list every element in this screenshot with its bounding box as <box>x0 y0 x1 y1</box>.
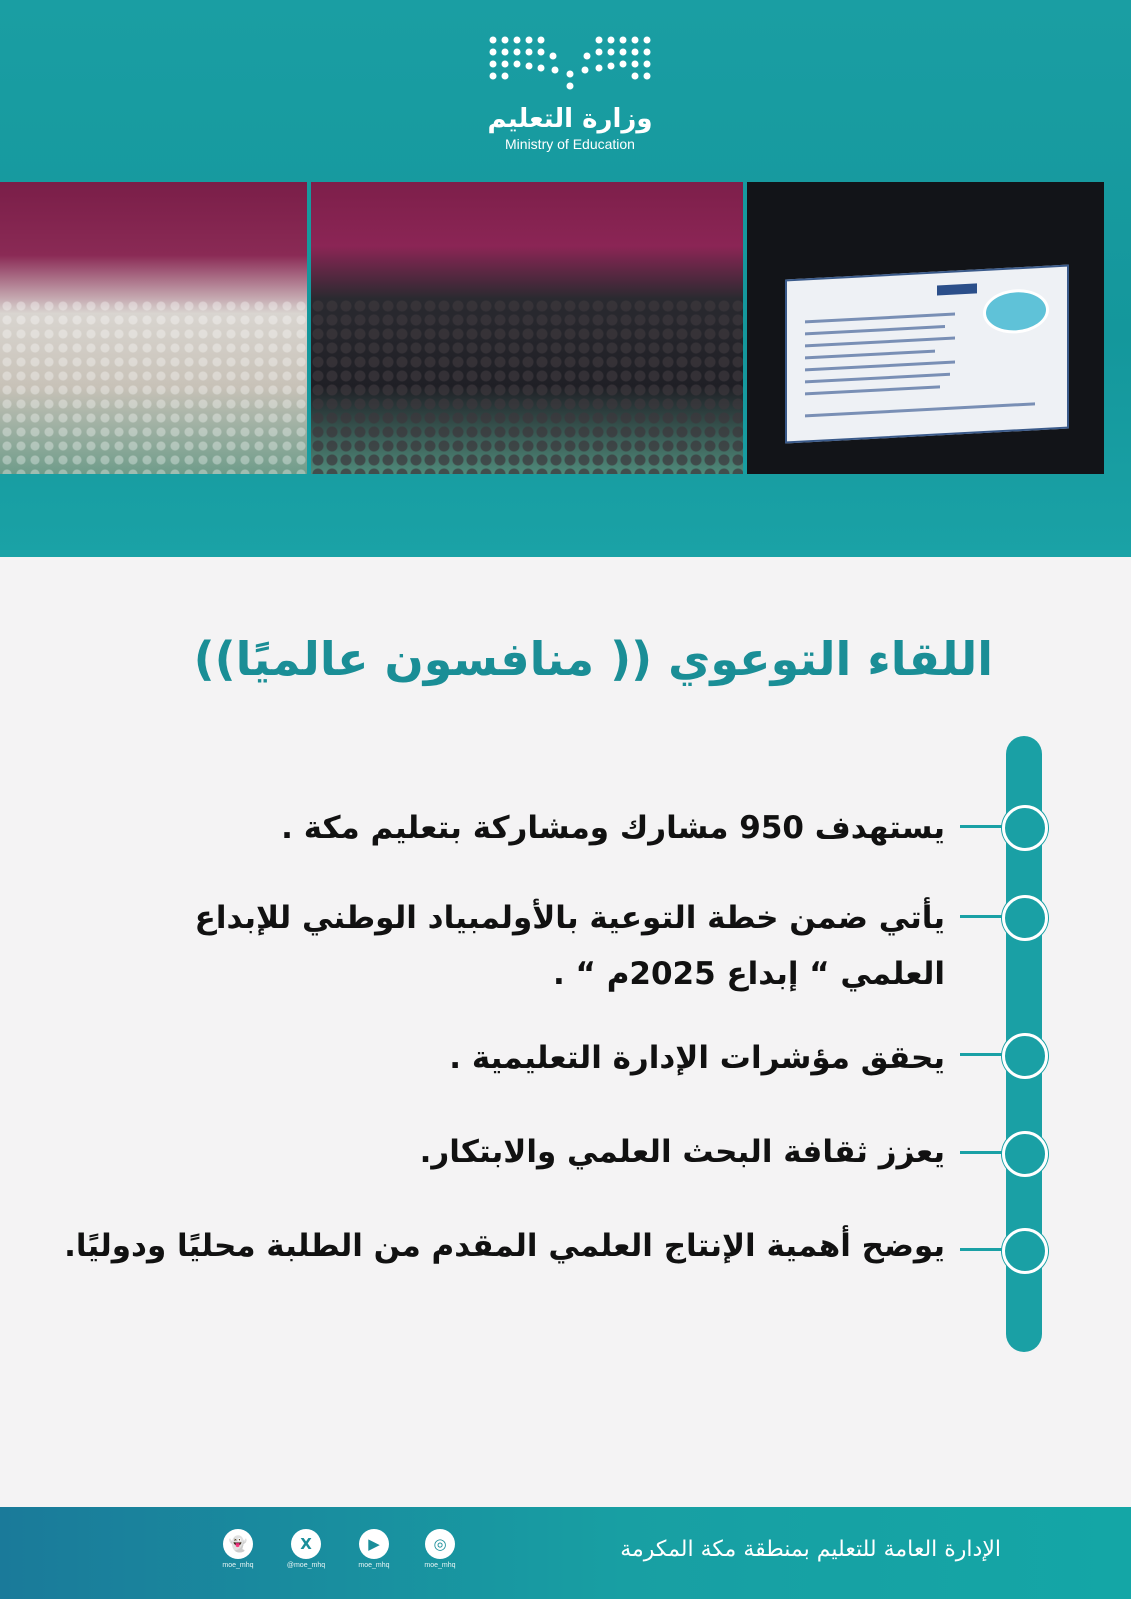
logo-arabic-text: وزارة التعليم <box>487 104 653 134</box>
social-handle: moe_mhq <box>424 1562 456 1569</box>
timeline-bullet <box>1002 1131 1048 1177</box>
logo-dots-icon <box>485 30 655 90</box>
logo-english-text: Ministry of Education <box>505 136 635 152</box>
footer-org-name: الإدارة العامة للتعليم بمنطقة مكة المكرمة <box>620 1537 1001 1562</box>
timeline-bullet <box>1002 1228 1048 1274</box>
timeline-bullet <box>1002 895 1048 941</box>
snapchat-icon: 👻 <box>223 1529 253 1559</box>
social-handle: moe_mhq <box>222 1562 254 1569</box>
list-item: يأتي ضمن خطة التوعية بالأولمبياد الوطني للإبداع العلمي “ إبداع 2025م “ . <box>194 900 945 992</box>
timeline-connector <box>960 825 1004 828</box>
list-item: يوضح أهمية الإنتاج العلمي المقدم من الطلبة محليًا ودوليًا. <box>64 1228 945 1264</box>
x-link[interactable] <box>286 1529 326 1569</box>
footer <box>0 1507 1131 1599</box>
page-title: اللقاء التوعوي (( منافسون عالميًا)) <box>193 632 993 686</box>
list-item: يستهدف 950 مشارك ومشاركة بتعليم مكة . <box>281 810 945 846</box>
header-banner <box>0 0 1131 557</box>
timeline-bullet <box>1002 1033 1048 1079</box>
instagram-icon: ◎ <box>425 1529 455 1559</box>
timeline-connector <box>960 1151 1004 1154</box>
photo-strip <box>0 182 1104 474</box>
youtube-icon: ▶ <box>359 1529 389 1559</box>
youtube-link[interactable] <box>354 1529 394 1569</box>
timeline-bullet <box>1002 805 1048 851</box>
list-item: يعزز ثقافة البحث العلمي والابتكار. <box>419 1134 945 1170</box>
x-icon: X <box>291 1529 321 1559</box>
snapchat-link[interactable] <box>218 1529 258 1569</box>
ministry-logo <box>480 30 660 160</box>
presentation-slide <box>785 265 1069 444</box>
social-handle: @moe_mhq <box>286 1562 326 1569</box>
timeline-connector <box>960 915 1004 918</box>
social-handle: moe_mhq <box>358 1562 390 1569</box>
photo-audience-female <box>311 182 743 474</box>
instagram-link[interactable] <box>420 1529 460 1569</box>
list-item: يحقق مؤشرات الإدارة التعليمية . <box>449 1040 945 1076</box>
timeline-connector <box>960 1248 1004 1251</box>
photo-audience-male <box>0 182 307 474</box>
photo-presentation-screen <box>747 182 1104 474</box>
timeline-connector <box>960 1053 1004 1056</box>
